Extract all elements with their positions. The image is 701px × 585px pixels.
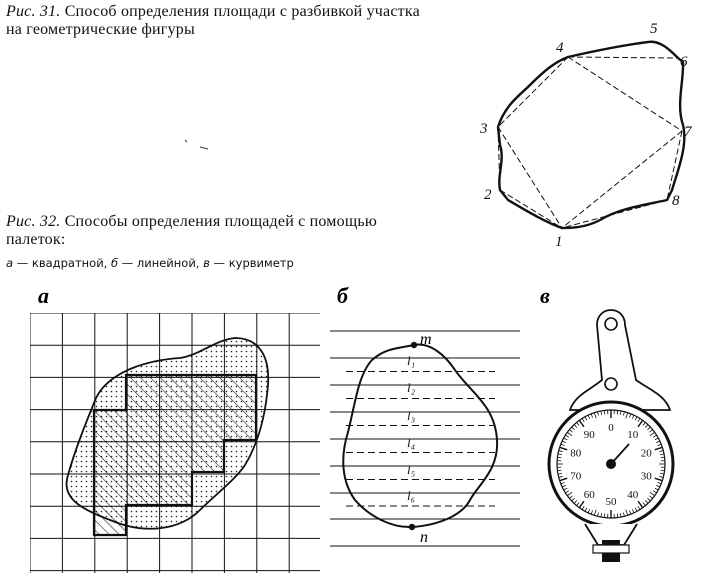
dial-number: 80 — [570, 447, 582, 460]
panel-b-label: б — [337, 283, 348, 308]
label-m: m — [420, 331, 432, 348]
point-label-1: 1 — [555, 234, 563, 250]
point-m — [411, 342, 417, 348]
dial-number: 20 — [640, 447, 652, 460]
dial-number: 70 — [570, 470, 582, 483]
label-l3: l₃ — [407, 408, 416, 423]
dial-tick — [557, 470, 561, 471]
dial-number: 40 — [627, 488, 639, 501]
label-n: n — [420, 529, 428, 546]
panel-a-label: а — [38, 283, 49, 308]
point-label-6: 6 — [680, 54, 688, 70]
point-label-5: 5 — [650, 21, 658, 37]
panel-c-label: в — [540, 283, 550, 308]
figure-31-text: Способ определения площади с разбивкой участка на геометрические фигуры — [6, 3, 420, 38]
dial-number: 50 — [605, 496, 617, 508]
sub-c-letter: в — [203, 256, 210, 270]
label-l1: l₁ — [407, 353, 416, 368]
sub-a-letter: а — [6, 256, 14, 270]
plot-shape-b — [343, 345, 497, 527]
dial-number: 60 — [583, 488, 595, 501]
dial-tick — [557, 457, 561, 458]
dial-tick — [617, 410, 618, 414]
figure-32-caption — [6, 213, 426, 249]
dial-center — [606, 459, 616, 469]
point-label-4: 4 — [556, 40, 564, 56]
sub-c-text: — курвиметр — [209, 256, 294, 270]
sub-b-text: — линейной, — [118, 256, 204, 270]
figure-31-label: Рис. 31. — [6, 3, 61, 20]
figure-31-caption — [6, 3, 426, 39]
scan-artifact — [180, 135, 220, 155]
figure-32-diagram — [0, 280, 701, 585]
label-l6: l₆ — [407, 488, 416, 503]
curvimeter — [549, 310, 673, 562]
dial-tick — [661, 457, 665, 458]
dial-tick — [661, 470, 665, 471]
figure-31-diagram — [470, 10, 701, 250]
point-label-3: 3 — [480, 121, 488, 137]
dial-number: 0 — [608, 422, 614, 434]
dial-tick — [617, 514, 618, 518]
label-l4: l₄ — [407, 435, 416, 450]
dial-number: 10 — [627, 429, 639, 442]
point-label-8: 8 — [672, 193, 680, 209]
dial-number: 90 — [583, 429, 595, 442]
label-l5: l₅ — [407, 462, 416, 477]
dial-tick — [604, 410, 605, 414]
dial-tick — [604, 514, 605, 518]
figure-32-subcaption — [6, 256, 294, 270]
label-l2: l₂ — [407, 380, 416, 395]
point-n — [409, 524, 415, 530]
parallel-lines — [330, 331, 520, 546]
figure-32-text: Способы определения площадей с помощью палеток: — [6, 213, 378, 248]
dial-number: 30 — [640, 470, 652, 483]
point-label-2: 2 — [484, 187, 492, 203]
sub-b-letter: б — [110, 256, 119, 270]
point-label-7: 7 — [684, 124, 692, 140]
sub-a-text: — квадратной, — [13, 256, 111, 270]
plot-boundary — [498, 42, 684, 228]
figure-32-label: Рис. 32. — [6, 213, 61, 230]
